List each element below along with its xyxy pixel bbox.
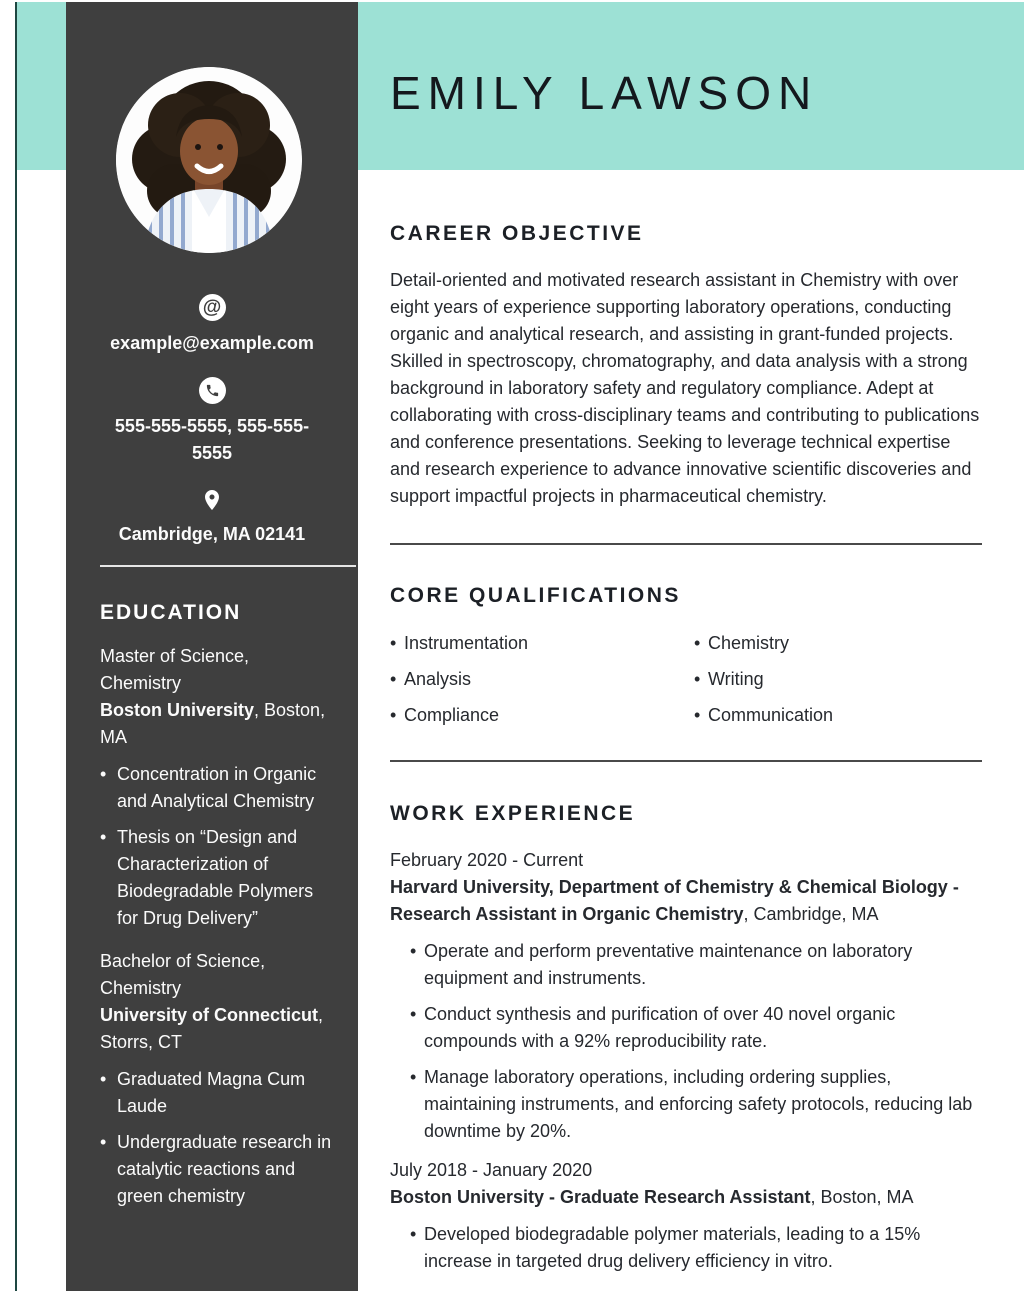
contact-email: example@example.com — [110, 333, 314, 353]
job-title-line — [390, 1184, 982, 1211]
phone-icon-wrap — [66, 377, 358, 404]
contact-phone: 555-555-5555, 555-555-5555 — [114, 416, 310, 463]
list-item: Conduct synthesis and purification of over 40 novel organic compounds with a 92% reproducibility rate. — [424, 1004, 896, 1051]
list-item: Thesis on “Design and Characterization of Biodegradable Polymers for Drug Delivery” — [117, 827, 314, 928]
job-location: , Boston, MA — [810, 1187, 914, 1207]
list-item: Developed biodegradable polymer materials, leading to a 15% increase in targeted drug delivery efficiency in vitro. — [424, 1224, 921, 1271]
list-item: Concentration in Organic and Analytical Chemistry — [117, 764, 317, 811]
section-divider — [390, 760, 982, 762]
section-divider — [390, 543, 982, 545]
list-item: Manage laboratory operations, including ordering supplies, maintaining instruments, and enforcing safety protocols, reducing lab downtime by 20%. — [424, 1067, 973, 1141]
job-entry — [390, 847, 982, 1145]
skill-item: Compliance — [404, 705, 500, 725]
school-name: Boston University — [100, 700, 255, 720]
school-line — [100, 1002, 334, 1056]
skill-item: Instrumentation — [404, 633, 529, 653]
phone-icon — [199, 377, 226, 404]
skill-item: Chemistry — [708, 633, 790, 653]
education-heading: EDUCATION — [100, 601, 242, 624]
education-bullets — [100, 1066, 334, 1210]
sidebar — [66, 2, 358, 1291]
skills-grid — [390, 630, 982, 729]
job-dates: February 2020 - Current — [390, 850, 584, 870]
school-location: , Storrs, CT — [100, 1005, 324, 1052]
career-objective-heading: CAREER OBJECTIVE — [390, 222, 644, 245]
degree: Bachelor of Science, Chemistry — [100, 951, 266, 998]
sidebar-divider — [100, 565, 356, 567]
candidate-name: EMILY LAWSON — [390, 67, 819, 119]
job-dates: July 2018 - January 2020 — [390, 1160, 593, 1180]
employer-title: Harvard University, Department of Chemistry & Chemical Biology - Research Assistant in Organic Chemistry — [390, 877, 959, 924]
job-entry — [390, 1157, 982, 1275]
list-item: Undergraduate research in catalytic reactions and green chemistry — [117, 1132, 332, 1206]
school-location: , Boston, MA — [100, 700, 326, 747]
profile-photo — [116, 67, 302, 253]
contact-block — [66, 294, 358, 548]
education-section — [100, 601, 334, 1219]
job-bullets — [390, 938, 982, 1145]
at-icon — [199, 294, 226, 321]
job-bullets — [390, 1221, 982, 1275]
email-icon-wrap — [66, 294, 358, 321]
school-name: University of Connecticut — [100, 1005, 319, 1025]
career-objective-text: Detail-oriented and motivated research assistant in Chemistry with over eight years of experience supporting laboratory operations, conducting organic and analytical research, and assisting in grant-funded projects. Skilled in spectroscopy, chromatography, and data analysis with a strong background in laboratory safety and regulatory compliance. Adept at collaborating with cross-disciplinary teams and contributing to publications and conference presentations. Seeking to leverage technical expertise and research experience to advance innovative scientific discoveries and support impactful projects in pharmaceutical chemistry. — [390, 270, 980, 506]
education-entry — [100, 643, 334, 932]
left-accent-line — [15, 2, 17, 1291]
work-experience-heading: WORK EXPERIENCE — [390, 802, 636, 825]
contact-location: Cambridge, MA 02141 — [118, 524, 306, 544]
school-line — [100, 697, 334, 751]
profile-photo-illustration — [116, 67, 302, 253]
employer-title: Boston University - Graduate Research Assistant — [390, 1187, 811, 1207]
degree: Master of Science, Chemistry — [100, 646, 250, 693]
skill-item: Analysis — [404, 669, 472, 689]
list-item: Graduated Magna Cum Laude — [117, 1069, 306, 1116]
job-location: , Cambridge, MA — [743, 904, 879, 924]
core-qualifications-heading: CORE QUALIFICATIONS — [390, 584, 681, 607]
skill-item: Communication — [708, 705, 834, 725]
main-column — [390, 170, 982, 1284]
list-item: Operate and perform preventative maintenance on laboratory equipment and instruments. — [424, 941, 913, 988]
location-pin-icon — [200, 485, 224, 515]
education-bullets — [100, 761, 334, 932]
job-title-line — [390, 874, 982, 928]
education-entry — [100, 948, 334, 1210]
location-icon-wrap — [66, 485, 358, 515]
skill-item: Writing — [708, 669, 764, 689]
